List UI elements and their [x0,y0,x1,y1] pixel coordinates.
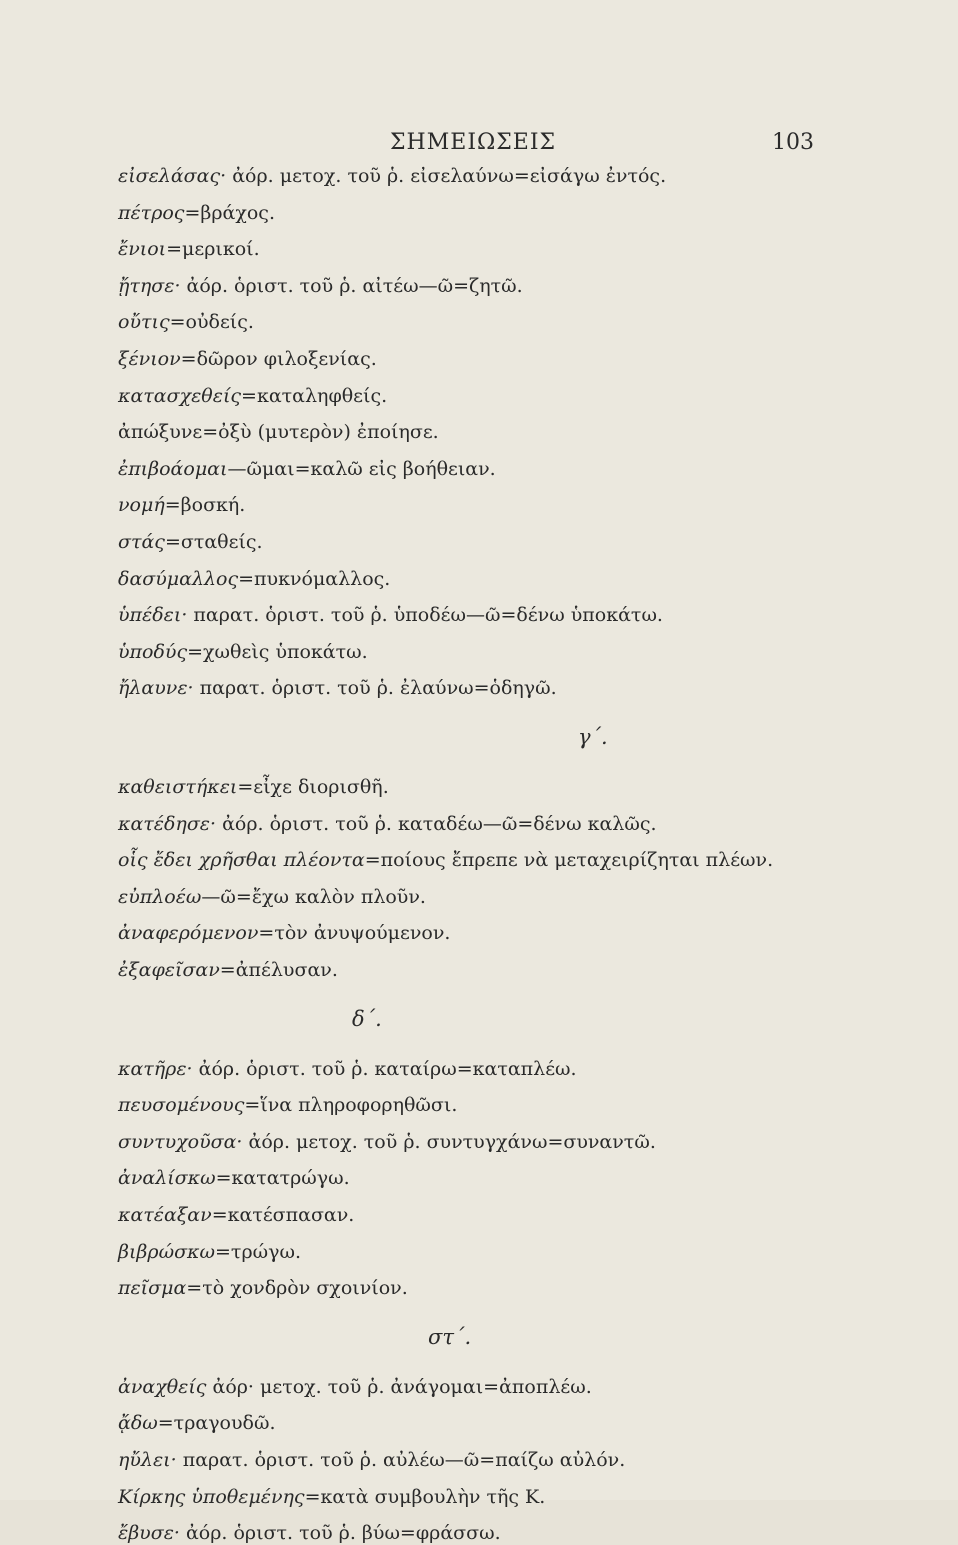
entry-headword: συντυχοῦσα· [118,1130,243,1153]
entry-headword: ξένιον [118,348,181,370]
glossary-entry [118,530,263,554]
entry-headword: νομή [118,494,165,517]
entry-gloss: =κατὰ συμβουλὴν τῆς Κ. [304,1485,546,1508]
entry-headword: ᾔτησε· [118,274,181,297]
entry-gloss: =ἵνα πληροφορηθῶσι. [244,1094,458,1117]
entry-headword: ἤλαυνε· [118,677,194,700]
glossary-entry [118,310,254,334]
entry-gloss: =ἀπέλυσαν. [219,959,338,981]
glossary-entry [118,958,338,982]
glossary-entry [118,640,368,664]
glossary-entry [118,1093,457,1117]
entry-headword: ἀναφερόμενον [118,922,259,945]
entry-headword: οἷς ἔδει χρῆσθαι πλέοντα [118,849,365,872]
entry-gloss: —ῶμαι=καλῶ εἰς βοήθειαν. [227,457,496,480]
entry-gloss: παρατ. ὁριστ. τοῦ ῥ. αὐλέω—ῶ=παίζω αὐλόν. [176,1449,626,1471]
entry-gloss: =εἶχε διορισθῆ. [237,776,389,798]
page-number: 103 [772,130,814,155]
glossary-entry [118,164,666,188]
entry-gloss: ἀπώξυνε=ὀξὺ (μυτερὸν) ἐποίησε. [118,421,439,444]
entry-headword: Κίρκης ὑποθεμένης [118,1485,305,1508]
glossary-entry [118,676,557,700]
glossary-entry [118,420,439,444]
entry-gloss: ἀόρ. ὁριστ. τοῦ ῥ. βύω=φράσσω. [179,1522,501,1545]
entry-headword: ὑπέδει· [118,604,188,627]
entry-gloss: παρατ. ὁριστ. τοῦ ῥ. ὑποδέω—ῶ=δένω ὑποκάτω. [187,604,663,627]
glossary-entry [118,1203,354,1227]
glossary-entry [118,1276,408,1300]
entry-gloss: ἀόρ. ὁριστ. τοῦ ῥ. καταδέω—ῶ=δένω καλῶς. [216,812,657,835]
entry-headword: ἀναχθείς [118,1375,207,1398]
entry-gloss: ἀόρ. ὁριστ. τοῦ ῥ. αἰτέω—ῶ=ζητῶ. [180,274,523,297]
entry-headword: ἔνιοι [118,238,167,261]
entry-headword: βιβρώσκω [118,1240,216,1263]
entry-gloss: =τρώγω. [215,1240,301,1263]
entry-headword: κατασχεθείς [118,384,242,407]
entry-headword: πεῖσμα [118,1277,187,1300]
glossary-entry [118,848,773,872]
entry-headword: εὐπλοέω [118,885,202,908]
entry-gloss: =οὐδείς. [169,311,254,334]
entry-headword: ἔβυσε· [118,1522,180,1545]
entry-headword: κατέδησε· [118,812,217,835]
entry-gloss: ἀόρ. μετοχ. τοῦ ῥ. συντυγχάνω=συναντῶ. [242,1130,656,1153]
glossary-entry [118,1130,656,1154]
entry-headword: δασύμαλλος [118,567,239,590]
entry-headword: ἐπιβοάομαι [118,457,228,480]
entry-gloss: =κατέσπασαν. [211,1204,355,1226]
entry-headword: ᾄδω [118,1412,158,1435]
glossary-entry [118,1448,625,1472]
entry-headword: κατέαξαν [118,1204,212,1226]
glossary-entry [118,201,275,225]
glossary-entry [118,1485,545,1509]
glossary-entry [118,274,523,298]
glossary-entry [118,1521,501,1545]
entry-gloss: ἀόρ. ὁριστ. τοῦ ῥ. καταίρω=καταπλέω. [192,1057,577,1080]
entry-gloss: =δῶρον φιλοξενίας. [180,348,377,370]
entry-headword: καθειστήκει [118,776,238,798]
entry-gloss: =ποίους ἔπρεπε νὰ μεταχειρίζηται πλέων. [364,849,774,872]
glossary-entry [118,885,426,909]
glossary-entry [118,384,387,408]
entry-gloss: ἀόρ. μετοχ. τοῦ ῥ. εἰσελαύνω=εἰσάγω ἐντός. [226,165,667,187]
entry-gloss: =τὸν ἀνυψούμενον. [258,922,451,945]
entry-gloss: =πυκνόμαλλος. [238,567,391,590]
entry-headword: πευσομένους [118,1094,245,1117]
glossary-entry [118,1411,276,1435]
entry-headword: εἰσελάσας· [118,165,227,187]
section-label: δ΄. [352,1006,382,1031]
entry-gloss: =σταθείς. [164,531,263,553]
glossary-entry [118,603,663,627]
glossary-entry [118,775,389,799]
entry-headword: ὑποδύς [118,640,188,663]
entry-headword: οὔτις [118,311,170,334]
glossary-entry [118,812,657,836]
entry-gloss: ἀόρ· μετοχ. τοῦ ῥ. ἀνάγομαι=ἀποπλέω. [206,1375,592,1398]
section-label: γ΄. [578,725,608,749]
entry-gloss: =μερικοί. [166,238,260,261]
entry-headword: ἐξαφεῖσαν [118,959,220,981]
entry-gloss: =χωθεὶς ὑποκάτω. [187,640,368,663]
entry-gloss: =κατατρώγω. [215,1167,350,1190]
glossary-entry [118,237,260,261]
entry-gloss: =τραγουδῶ. [157,1412,276,1435]
entry-gloss: =βράχος. [184,201,275,224]
glossary-entry [118,1240,301,1264]
entry-gloss: =βοσκή. [164,494,246,517]
glossary-entry [118,1057,577,1081]
section-label: στ΄. [428,1324,472,1349]
glossary-entry [118,457,496,481]
glossary-entry [118,567,390,591]
entry-headword: κατῆρε· [118,1057,193,1080]
entry-gloss: =καταληφθείς. [241,384,388,407]
glossary-entry [118,921,450,945]
entry-gloss: —ῶ=ἔχω καλὸν πλοῦν. [201,885,426,908]
glossary-entry [118,347,377,371]
entry-headword: πέτρος [118,201,185,224]
entry-headword: ἀναλίσκω [118,1167,216,1190]
glossary-entry [118,493,245,517]
entry-gloss: παρατ. ὁριστ. τοῦ ῥ. ἐλαύνω=ὁδηγῶ. [193,677,557,700]
glossary-entry [118,1166,350,1190]
glossary-entry [118,1375,592,1399]
entry-gloss: =τὸ χονδρὸν σχοινίον. [186,1277,408,1300]
entry-headword: στάς [118,531,165,553]
running-title: ΣΗΜΕΙΩΣΕΙΣ [390,130,557,155]
entry-headword: ηὔλει· [118,1449,177,1471]
